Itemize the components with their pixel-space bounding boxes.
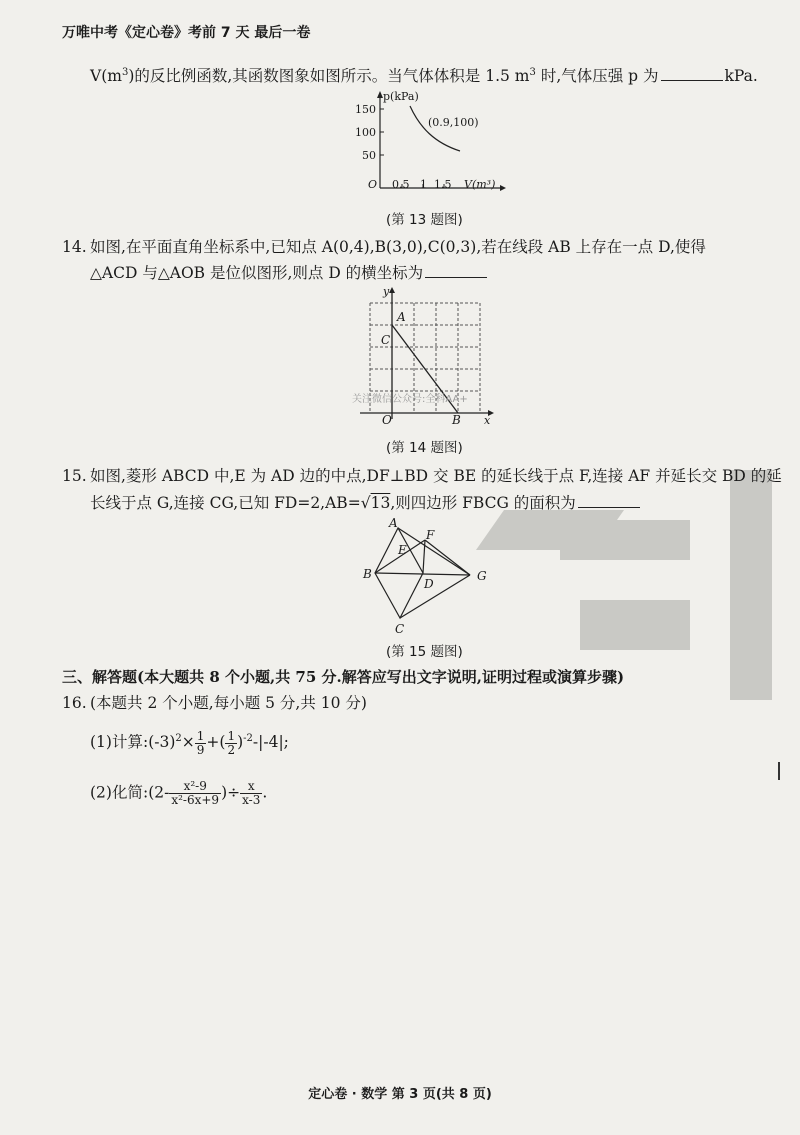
q13-xtick-0.5: 0.5 xyxy=(392,178,410,191)
q13-xtick-1: 1 xyxy=(420,178,427,191)
q13-answer-blank[interactable] xyxy=(661,66,723,81)
q13-caption: (第 13 题图) xyxy=(386,212,463,228)
bleed-shape-arm xyxy=(580,600,690,650)
q14-line2: △ACD 与△AOB 是位似图形,则点 D 的横坐标为 xyxy=(90,262,489,284)
q15-label-C: C xyxy=(395,622,405,636)
q13-point-label: (0.9,100) xyxy=(428,116,479,129)
q15-line1: 如图,菱形 ABCD 中,E 为 AD 边的中点,DF⊥BD 交 BE 的延长线于点 F,连接 AF 并延长交 BD 的延 xyxy=(90,467,782,485)
q13-origin: O xyxy=(368,178,378,191)
q13-text: $V(m^3)$的反比例函数,其函数图象如图所示。当气体体积是 1.5 $m^3$ 时,气体压强 p 为 kPa. xyxy=(90,67,758,86)
q14-watermark: 关注微信公众号:全科AA+ xyxy=(352,394,468,405)
page-header: 万唯中考《定心卷》考前 7 天 最后一卷 xyxy=(62,25,311,41)
page-footer: 定心卷 · 数学 第 3 页(共 8 页) xyxy=(308,1087,492,1102)
q14-answer-blank[interactable] xyxy=(425,263,487,278)
q16-number: 16. xyxy=(62,694,87,712)
fraction-one-ninth: $\frac{1}{9}$ xyxy=(196,728,205,757)
sqrt-symbol: √ xyxy=(360,494,371,512)
q14-label-C: C xyxy=(381,333,391,347)
section3-title: 三、解答题(本大题共 8 个小题,共 75 分.解答应写出文字说明,证明过程或演算步骤) xyxy=(62,668,625,686)
q13-xlabel: V(m³) xyxy=(464,178,496,191)
q15-label-E: E xyxy=(398,543,407,557)
q16-intro: (本题共 2 个小题,每小题 5 分,共 10 分) xyxy=(90,694,367,712)
fraction-rational-2: $\frac{x}{x-3}$ xyxy=(242,779,261,807)
q15-answer-blank[interactable] xyxy=(578,493,640,508)
q16-part1: (1)计算$:(-3)^2\times$ $\frac{1}{9}$ +( $\frac{1}{2}$ )$^{-2}$-|-4|; xyxy=(90,728,289,757)
q15-label-B: B xyxy=(363,567,372,581)
q13-ytick-100: 100 xyxy=(355,126,376,139)
q13-ytick-50: 50 xyxy=(362,149,376,162)
fraction-rational-1: $\frac{\text{x²-9}}{\text{x²-6x+9}}$ xyxy=(171,779,220,807)
bleed-shape-bar xyxy=(730,470,772,700)
q15-label-D: D xyxy=(424,577,434,591)
q14-label-B: B xyxy=(452,413,461,425)
q13-ytick-150: 150 xyxy=(355,103,376,116)
q15-label-G: G xyxy=(477,569,487,583)
q15-number: 15. xyxy=(62,467,87,485)
q14-label-O: O xyxy=(382,413,392,425)
q15-label-F: F xyxy=(426,528,435,542)
fraction-one-half: $\frac{1}{2}$ xyxy=(227,728,236,757)
q15-caption: (第 15 题图) xyxy=(386,644,463,660)
q14-label-x: x xyxy=(484,414,491,425)
margin-mark xyxy=(778,762,780,780)
q15-figure xyxy=(360,518,500,638)
q14-number: 14. xyxy=(62,238,87,256)
q16-part2: (2)化简:(2- $\frac{\text{x²-9}}{\text{x²-6x+9}}$ )÷ $\frac{x}{x-3}$ . xyxy=(90,779,268,807)
q13-xtick-1.5: 1.5 xyxy=(434,178,452,191)
q13-ylabel: p(kPa) xyxy=(383,90,419,103)
q14-label-y: y xyxy=(383,285,390,298)
q14-line1: 如图,在平面直角坐标系中,已知点 A(0,4),B(3,0),C(0,3),若在线段 AB 上存在一点 D,使得 xyxy=(90,238,706,256)
q15-label-A: A xyxy=(389,518,398,530)
q14-caption: (第 14 题图) xyxy=(386,440,463,456)
q15-line2: 长线于点 G,连接 CG,已知 FD=2,AB=√13,则四边形 FBCG 的面积为 xyxy=(90,492,642,514)
q13-graph xyxy=(350,88,510,198)
q14-label-A: A xyxy=(397,310,406,324)
bleed-shape-block xyxy=(560,520,690,560)
